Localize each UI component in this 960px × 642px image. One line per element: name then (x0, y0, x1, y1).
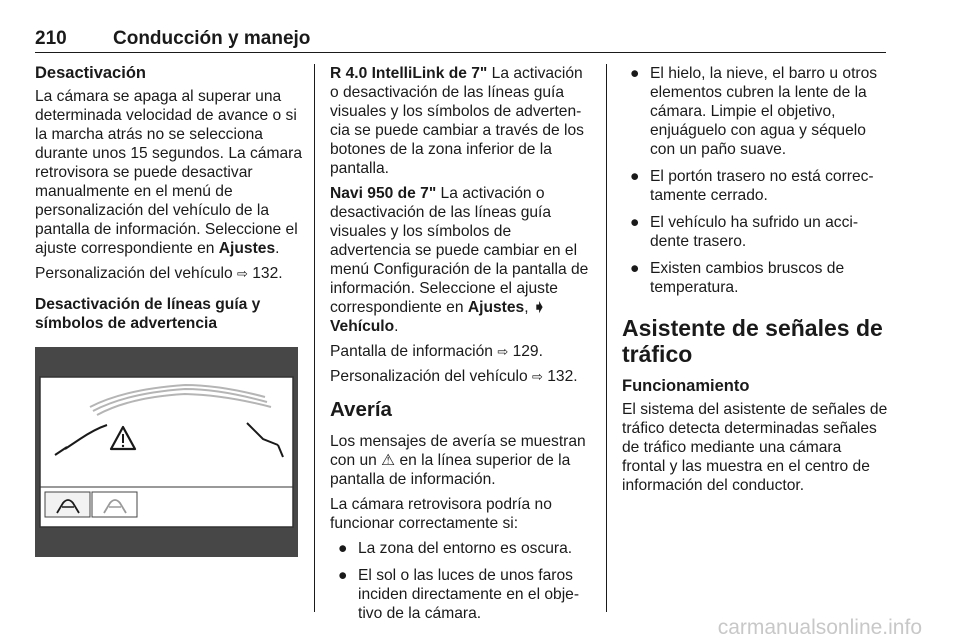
watermark: carmanualsonline.info (717, 616, 922, 639)
section-heading-traffic-sign-assistant: Asistente de señales de tráfico (622, 315, 883, 367)
page-header (35, 28, 886, 53)
list-item: ● El portón trasero no está correctamente cerrado. (630, 168, 874, 204)
list-item: ● El sol o las luces de unos faros inciden directamente en el objetivo de la cámara. (338, 567, 580, 622)
bullet-icon: ● (630, 260, 640, 277)
column-divider-2 (606, 64, 607, 612)
column-left (35, 64, 303, 557)
page-reference-icon: ⇨ (531, 369, 543, 384)
bullet-icon: ● (630, 214, 640, 231)
paragraph: Navi 950 de 7" La activación o desactivación de las líneas guía visuales y los símbolos de advertencia se puede cambiar en el menú Configuración de la pantalla de información. Seleccione el ajuste correspondiente en Ajustes, ➧ Vehículo. (330, 185, 589, 335)
bullet-icon: ● (338, 567, 348, 584)
cross-reference: Pantalla de información ⇨ 129. (330, 343, 543, 360)
bullet-list (622, 64, 888, 297)
list-item: ● La zona del entorno es oscura. (338, 540, 573, 557)
warning-triangle-icon: ⚠ (381, 452, 396, 469)
subheading-guide-lines: Desactivación de líneas guía y símbolos de advertencia (35, 296, 261, 332)
page-reference-icon: ⇨ (497, 344, 509, 359)
column-divider-1 (314, 64, 315, 612)
paragraph: El sistema del asistente de señales de tráfico detecta determinadas señales de tráfico mediante una cámara frontal y las muestra en el centro de información del conductor. (622, 401, 888, 494)
section-heading-desactivacion: Desactivación (35, 64, 146, 82)
page-number: 210 (35, 28, 67, 49)
chapter-title: Conducción y manejo (113, 28, 311, 49)
page-reference-icon: ⇨ (236, 266, 248, 281)
cross-reference: Personalización del vehículo ⇨ 132. (35, 265, 283, 282)
cross-reference: Personalización del vehículo ⇨ 132. (330, 368, 578, 385)
paragraph: Los mensajes de avería se muestran con un ⚠ en la línea superior de la pantalla de información. (330, 433, 586, 488)
list-item: ● El vehículo ha sufrido un accidente trasero. (630, 214, 859, 250)
subheading-funcionamiento: Funcionamiento (622, 377, 750, 395)
camera-display-illustration (35, 347, 298, 557)
paragraph: La cámara se apaga al superar una determinada velocidad de avance o si la marcha atrás no se selecciona durante unos 15 segundos. La cámara retrovisora se puede desactivar manualmente en el menú de personalización del vehículo de la pantalla de información. Seleccione el ajuste correspondiente en Ajustes. (35, 88, 303, 257)
bullet-icon: ● (630, 65, 640, 82)
paragraph: R 4.0 IntelliLink de 7" La activación o desactivación de las líneas guía visuales y los símbolos de advertencia se puede cambiar a través de los botones de la zona inferior de la pantalla. (330, 65, 584, 177)
chevron-right-icon: ➧ (532, 299, 546, 316)
bullet-icon: ● (338, 540, 348, 557)
column-right (622, 64, 888, 501)
column-middle (330, 64, 594, 631)
bullet-icon: ● (630, 168, 640, 185)
list-item: ● Existen cambios bruscos de temperatura. (630, 260, 845, 296)
list-item: ● El hielo, la nieve, el barro u otros elementos cubren la lente de la cámara. Limpie el objetivo, enjuáguelo con agua y séquelo con un paño suave. (630, 65, 878, 158)
setting-name: Ajustes (218, 240, 276, 257)
bullet-list (330, 539, 594, 623)
paragraph: La cámara retrovisora podría no funcionar correctamente si: (330, 496, 552, 532)
section-heading-averia: Avería (330, 398, 392, 421)
